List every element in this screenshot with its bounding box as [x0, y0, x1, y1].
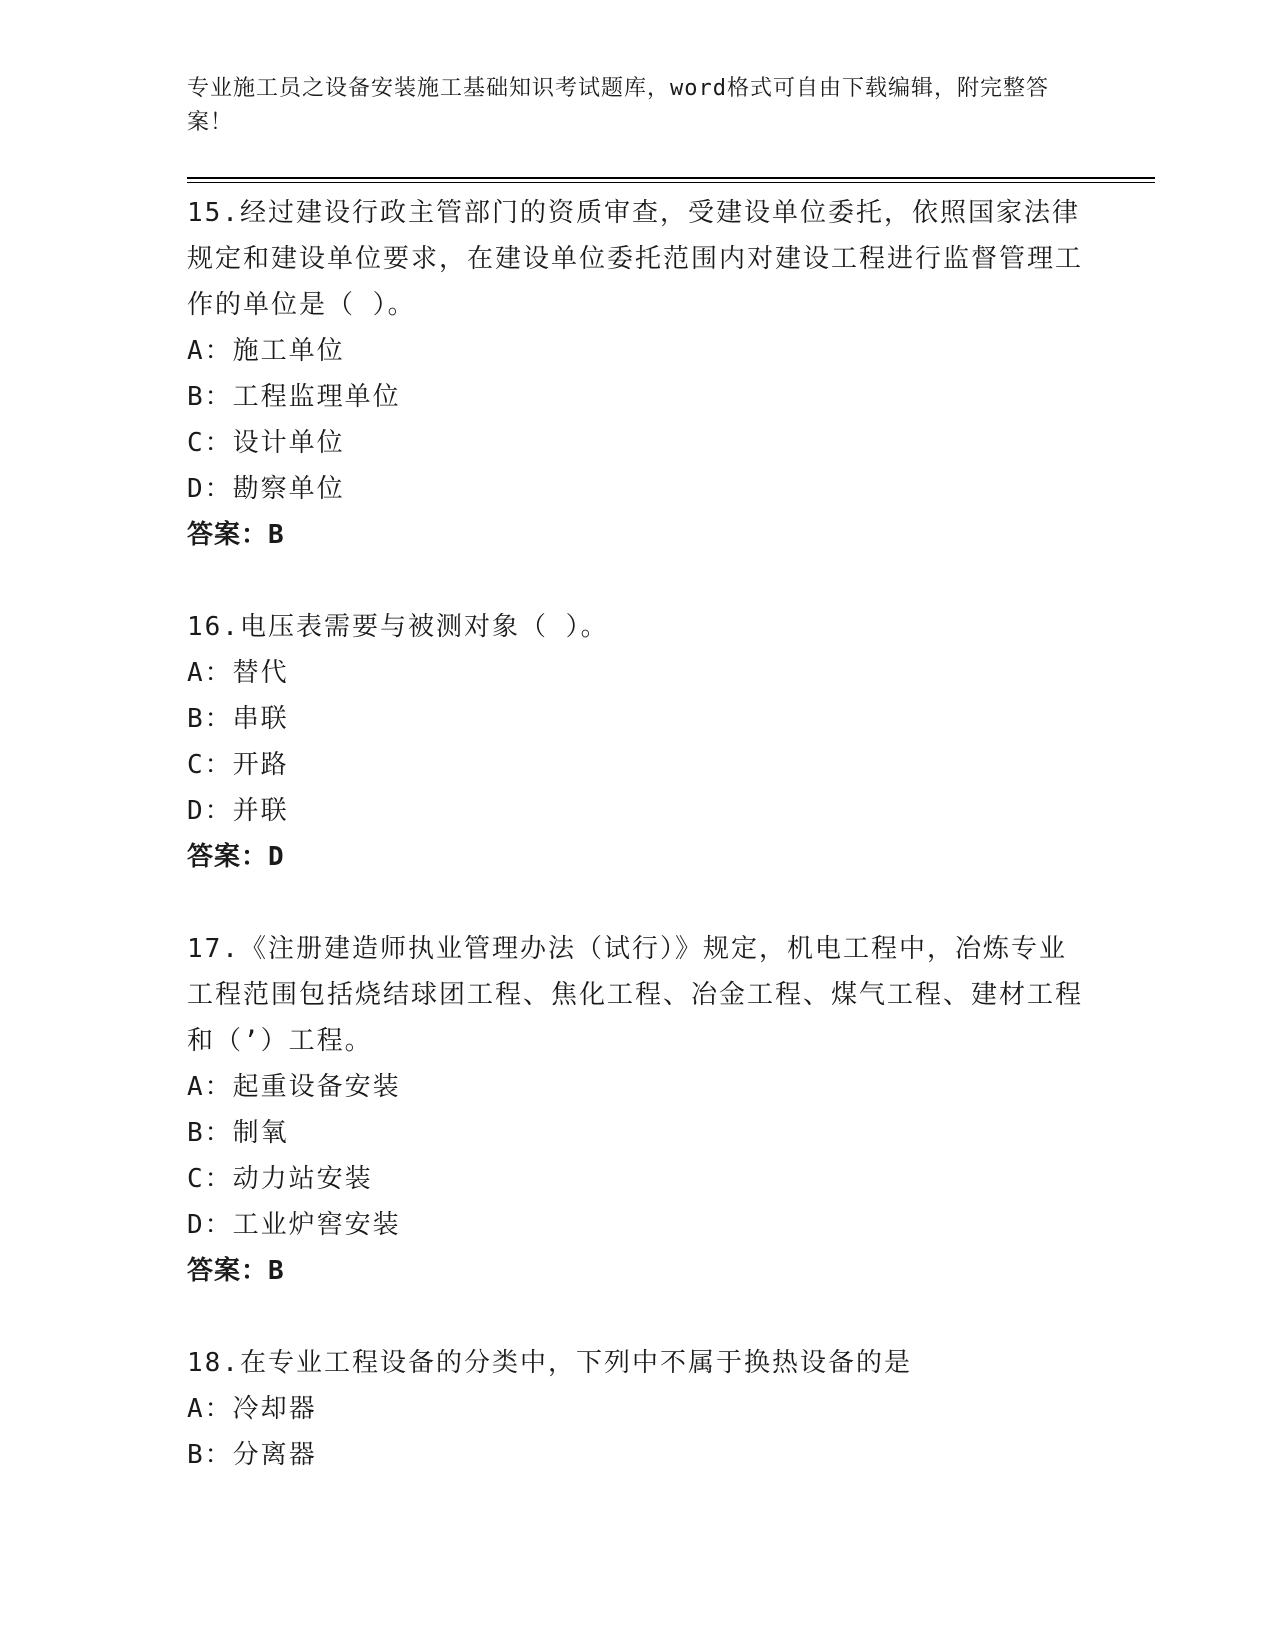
- option-d: [187, 466, 1087, 512]
- option-a: [187, 1386, 1087, 1432]
- question-16: [187, 604, 1087, 880]
- option-d: [187, 1202, 1087, 1248]
- option-c: [187, 420, 1087, 466]
- option-text: 开路: [232, 750, 289, 780]
- option-c: [187, 1156, 1087, 1202]
- option-key: A：: [187, 658, 233, 688]
- option-b: [187, 1432, 1087, 1478]
- header-divider-thick: [187, 177, 1155, 179]
- option-text: 串联: [232, 704, 289, 734]
- option-a: [187, 328, 1087, 374]
- question-list: [187, 190, 1087, 1524]
- option-text: 分离器: [232, 1440, 317, 1470]
- option-a: [187, 650, 1087, 696]
- document-header: 专业施工员之设备安装施工基础知识考试题库，word格式可自由下载编辑，附完整答案！: [187, 76, 1049, 135]
- option-key: D：: [187, 1210, 233, 1240]
- answer: 答案：D: [187, 842, 285, 872]
- option-text: 替代: [232, 658, 289, 688]
- question-17: [187, 926, 1087, 1294]
- option-c: [187, 742, 1087, 788]
- option-b: [187, 1110, 1087, 1156]
- option-key: B：: [187, 1118, 233, 1148]
- option-text: 工程监理单位: [232, 382, 401, 412]
- option-key: A：: [187, 336, 233, 366]
- question-stem: 15.经过建设行政主管部门的资质审查，受建设单位委托，依照国家法律规定和建设单位要求，在建设单位委托范围内对建设工程进行监督管理工作的单位是（ ）。: [187, 198, 1084, 320]
- option-key: C：: [187, 750, 233, 780]
- option-key: D：: [187, 474, 233, 504]
- answer: 答案：B: [187, 520, 285, 550]
- header-divider-thin: [187, 182, 1155, 183]
- option-key: B：: [187, 382, 233, 412]
- question-stem: 17.《注册建造师执业管理办法（试行）》规定，机电工程中，冶炼专业工程范围包括烧结球团工程、焦化工程、冶金工程、煤气工程、建材工程和（’）工程。: [187, 934, 1084, 1056]
- option-key: A：: [187, 1072, 233, 1102]
- option-key: B：: [187, 704, 233, 734]
- question-stem: 18.在专业工程设备的分类中，下列中不属于换热设备的是: [187, 1348, 912, 1378]
- option-text: 冷却器: [232, 1394, 317, 1424]
- option-b: [187, 374, 1087, 420]
- option-text: 制氧: [232, 1118, 289, 1148]
- option-key: D：: [187, 796, 233, 826]
- option-key: C：: [187, 1164, 233, 1194]
- answer: 答案：B: [187, 1256, 285, 1286]
- question-stem: 16.电压表需要与被测对象（ ）。: [187, 612, 609, 642]
- option-d: [187, 788, 1087, 834]
- option-a: [187, 1064, 1087, 1110]
- option-text: 勘察单位: [232, 474, 345, 504]
- option-key: C：: [187, 428, 233, 458]
- option-text: 起重设备安装: [232, 1072, 401, 1102]
- option-key: A：: [187, 1394, 233, 1424]
- question-18: [187, 1340, 1087, 1478]
- question-15: [187, 190, 1087, 558]
- option-text: 并联: [232, 796, 289, 826]
- option-text: 动力站安装: [232, 1164, 373, 1194]
- option-text: 工业炉窖安装: [232, 1210, 401, 1240]
- option-text: 设计单位: [232, 428, 345, 458]
- option-key: B：: [187, 1440, 233, 1470]
- option-text: 施工单位: [232, 336, 345, 366]
- option-b: [187, 696, 1087, 742]
